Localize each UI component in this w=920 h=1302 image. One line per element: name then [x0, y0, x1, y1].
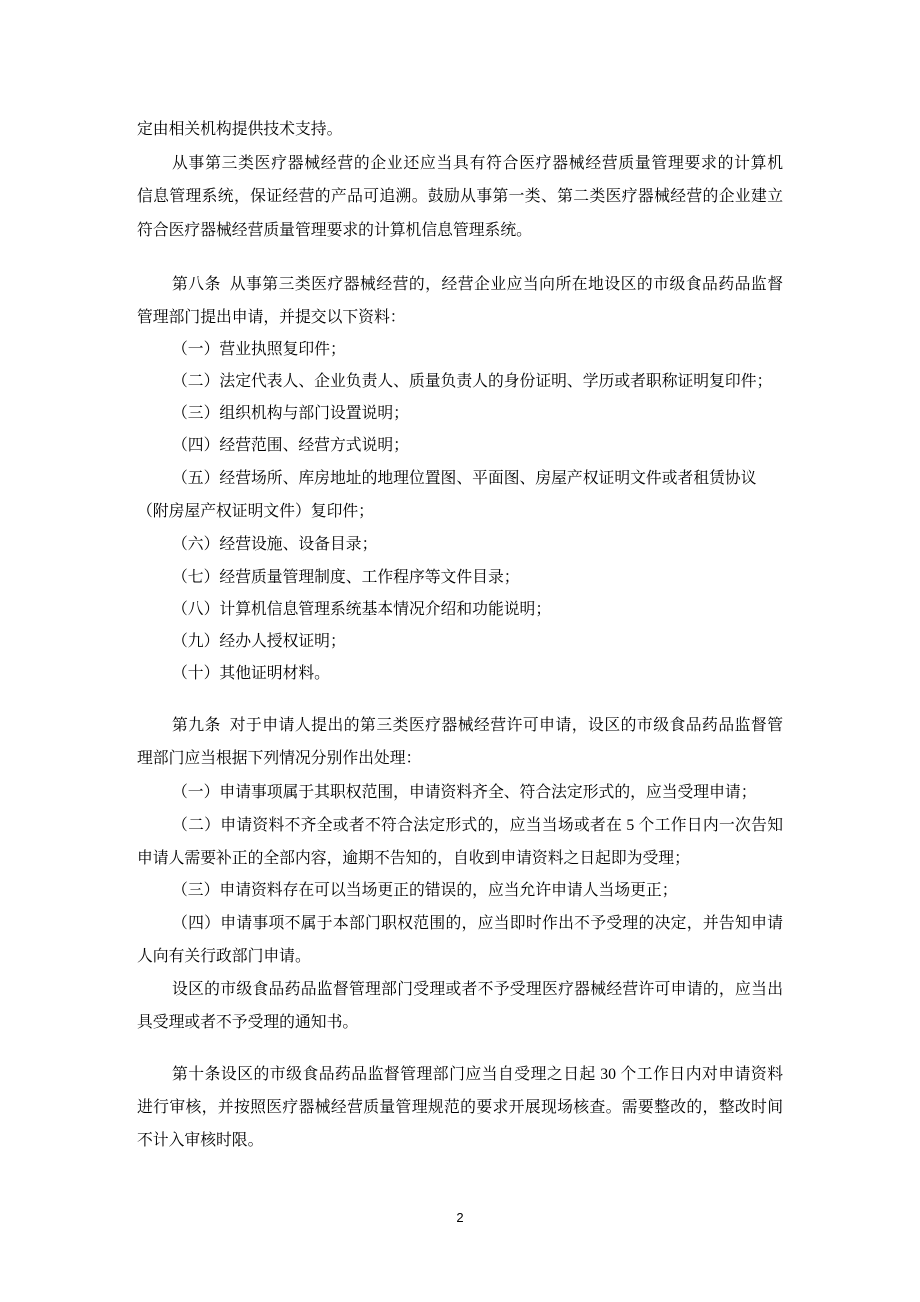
- article-9-heading-line: 第九条 对于申请人提出的第三类医疗器械经营许可申请，设区的市级食品药品监督管: [172, 717, 783, 734]
- article-9-line-2: 理部门应当根据下列情况分别作出处理：: [137, 750, 422, 767]
- article-8-item-2: （二）法定代表人、企业负责人、质量负责人的身份证明、学历或者职称证明复印件；: [172, 373, 773, 390]
- article-9-item-4-line-2: 人向有关行政部门申请。: [137, 948, 311, 965]
- article-8-item-10: （十）其他证明材料。: [172, 665, 330, 682]
- article-8-heading-line: 第八条 从事第三类医疗器械经营的，经营企业应当向所在地设区的市级食品药品监督: [172, 276, 783, 293]
- article-8-line-2: 管理部门提出申请，并提交以下资料：: [137, 309, 406, 326]
- article-8-item-5-line-2: （附房屋产权证明文件）复印件；: [137, 503, 374, 520]
- computer-system-paragraph-line-1: 从事第三类医疗器械经营的企业还应当具有符合医疗器械经营质量管理要求的计算机: [172, 155, 783, 172]
- article-8-item-3: （三）组织机构与部门设置说明；: [172, 405, 409, 422]
- article-8-item-6: （六）经营设施、设备目录；: [172, 536, 378, 553]
- article-9-item-1: （一）申请事项属于其职权范围，申请资料齐全、符合法定形式的，应当受理申请；: [172, 784, 757, 801]
- article-8-item-1: （一）营业执照复印件；: [172, 341, 346, 358]
- computer-system-paragraph-line-2: 信息管理系统，保证经营的产品可追溯。鼓励从事第一类、第二类医疗器械经营的企业建立: [137, 188, 783, 205]
- article-9-item-4-line-1: （四）申请事项不属于本部门职权范围的，应当即时作出不予受理的决定，并告知申请: [172, 915, 783, 932]
- article-9-item-2-line-1: （二）申请资料不齐全或者不符合法定形式的，应当当场或者在 5 个工作日内一次告知: [172, 817, 783, 834]
- article-8-item-8: （八）计算机信息管理系统基本情况介绍和功能说明；: [172, 601, 552, 618]
- article-10-line-2: 进行审核，并按照医疗器械经营质量管理规范的要求开展现场核查。需要整改的，整改时间: [137, 1099, 783, 1116]
- article-9-item-3: （三）申请资料存在可以当场更正的错误的，应当允许申请人当场更正；: [172, 882, 678, 899]
- article-9-closing-line-2: 具受理或者不予受理的通知书。: [137, 1014, 359, 1031]
- article-9-item-2-line-2: 申请人需要补正的全部内容，逾期不告知的，自收到申请资料之日起即为受理；: [137, 850, 690, 867]
- intro-continuation-line: 定由相关机构提供技术支持。: [137, 121, 343, 138]
- article-9-closing-line-1: 设区的市级食品药品监督管理部门受理或者不予受理医疗器械经营许可申请的，应当出: [172, 981, 783, 998]
- article-10-line-3: 不计入审核时限。: [137, 1132, 264, 1149]
- article-10-heading-line: 第十条设区的市级食品药品监督管理部门应当自受理之日起 30 个工作日内对申请资料: [172, 1066, 783, 1083]
- article-8-item-5-line-1: （五）经营场所、库房地址的地理位置图、平面图、房屋产权证明文件或者租赁协议: [172, 470, 757, 487]
- computer-system-paragraph-line-3: 符合医疗器械经营质量管理要求的计算机信息管理系统。: [137, 222, 532, 239]
- page-number: 2: [456, 1210, 464, 1225]
- article-8-item-9: （九）经办人授权证明；: [172, 633, 346, 650]
- article-8-item-4: （四）经营范围、经营方式说明；: [172, 437, 409, 454]
- article-8-item-7: （七）经营质量管理制度、工作程序等文件目录；: [172, 569, 520, 586]
